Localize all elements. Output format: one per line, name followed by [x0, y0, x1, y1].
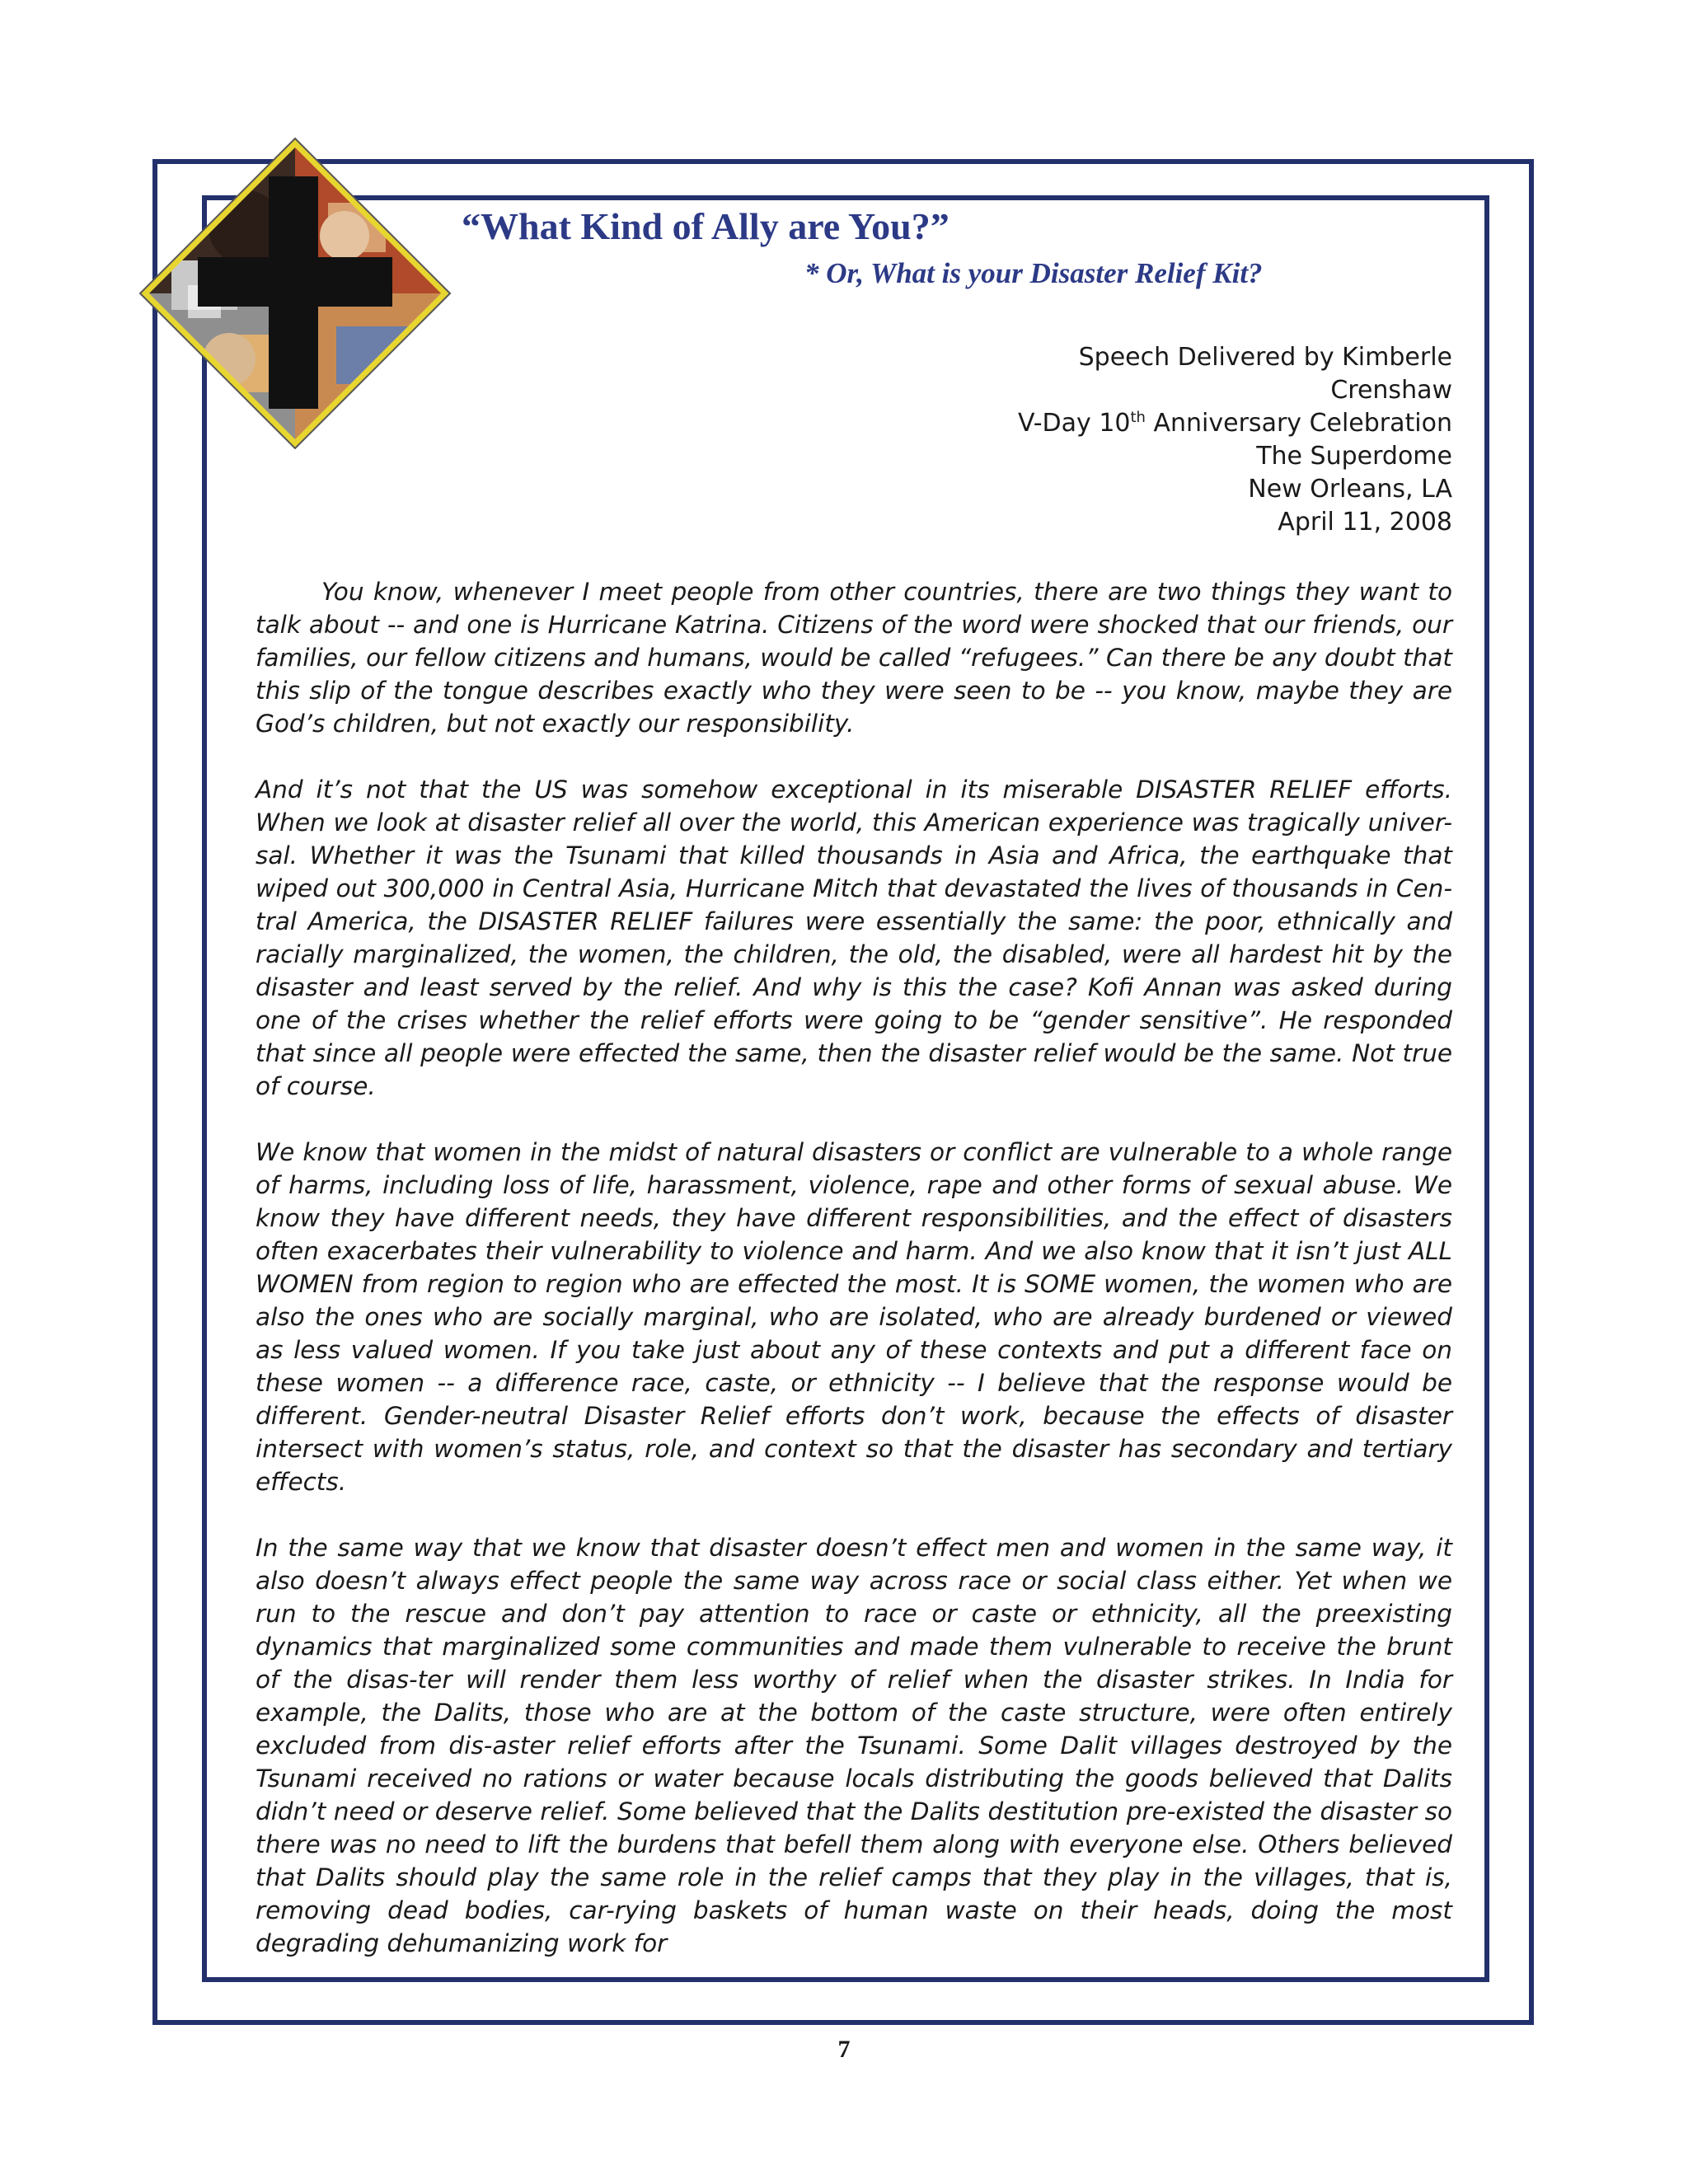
speech-title: “What Kind of Ally are You?” — [462, 205, 950, 247]
cross-horizontal-bar — [198, 257, 392, 307]
body-paragraph: And it’s not that the US was somehow exceptional in its miserable DISASTER RELIEF efforts. When we look at disaster relief all over the world, this American experience was tragically univer-sal. Whether it was the Tsunami that killed thousands in Asia and Africa, the earthquake that wiped out 300,000 in Central Asia, Hurricane Mitch that devastated the lives of thousands in Cen-tral America, the DISASTER RELIEF failures were essentially the same: the poor, ethnically and racially marginalized, the women, the children, the old, the disabled, were all hardest hit by the disaster and least served by the relief. And why is this the case? Kofi Annan was asked during one of the crises whether the relief efforts were going to be “gender sensitive”. He responded that since all people were effected the same, then the disaster relief would be the same. Not true of course. — [256, 776, 1452, 1100]
byline-event-suffix: Anniversary Celebration — [1145, 409, 1452, 438]
byline-city: New Orleans, LA — [1248, 475, 1452, 504]
speech-subtitle: * Or, What is your Disaster Relief Kit? — [804, 257, 1263, 289]
byline-speaker-surname: Crenshaw — [1330, 376, 1452, 405]
byline-event-prefix: V-Day 10 — [1017, 409, 1131, 438]
cross-collage-emblem-icon — [138, 137, 452, 450]
byline-venue: The Superdome — [1256, 442, 1452, 471]
byline-date: April 11, 2008 — [1278, 508, 1452, 537]
speech-body — [256, 575, 1452, 1993]
body-paragraph: We know that women in the midst of natural disasters or conflict are vulnerable to a whole range of harms, including loss of life, harassment, violence, rape and other forms of sexual abuse. We know they have different needs, they have different responsibilities, and the effect of disasters often exacerbates their vulnerability to violence and harm. And we also know that it isn’t just ALL WOMEN from region to region who are effected the most. It is SOME women, the women who are also the ones who are socially marginal, who are isolated, who are already burdened or viewed as less valued women. If you take just about any of these contexts and put a different face on these women -- a difference race, caste, or ethnicity -- I believe that the response would be different. Gender-neutral Disaster Relief efforts don’t work, because the effects of disaster intersect with women’s status, role, and context so that the disaster has secondary and tertiary effects. — [256, 1138, 1452, 1496]
page-number: 7 — [837, 2036, 851, 2063]
byline-event-ordinal: th — [1130, 409, 1146, 426]
body-paragraph: In the same way that we know that disaster doesn’t effect men and women in the same way, it also doesn’t always effect people the same way across race or social class either. Yet when we run to the rescue and don’t pay attention to race or caste or ethnicity, all the preexisting dynamics that marginalized some communities and made them vulnerable to receive the brunt of the disas-ter will render them less worthy of relief when the disaster strikes. In India for example, the Dalits, those who are at the bottom of the caste structure, were often entirely excluded from dis-aster relief efforts after the Tsunami. Some Dalit villages destroyed by the Tsunami received no rations or water because locals distributing the goods believed that Dalits didn’t need or deserve relief. Some believed that the Dalits destitution pre-existed the disaster so there was no need to lift the burdens that befell them along with everyone else. Others believed that Dalits should play the same role in the relief camps that they play in the villages, that is, removing dead bodies, car-rying baskets of human waste on their heads, doing the most degrading dehumanizing work for — [256, 1534, 1452, 1957]
body-paragraph: You know, whenever I meet people from other countries, there are two things they want to talk about -- and one is Hurricane Katrina. Citizens of the word were shocked that our friends, our families, our fellow citizens and humans, would be called “refugees.” Can there be any doubt that this slip of the tongue describes exactly who they were seen to be -- you know, maybe they are God’s children, but not exactly our responsibility. — [256, 578, 1452, 738]
byline-speaker: Speech Delivered by Kimberle — [1078, 343, 1452, 372]
byline-event — [875, 407, 1452, 440]
speech-byline — [875, 341, 1452, 539]
